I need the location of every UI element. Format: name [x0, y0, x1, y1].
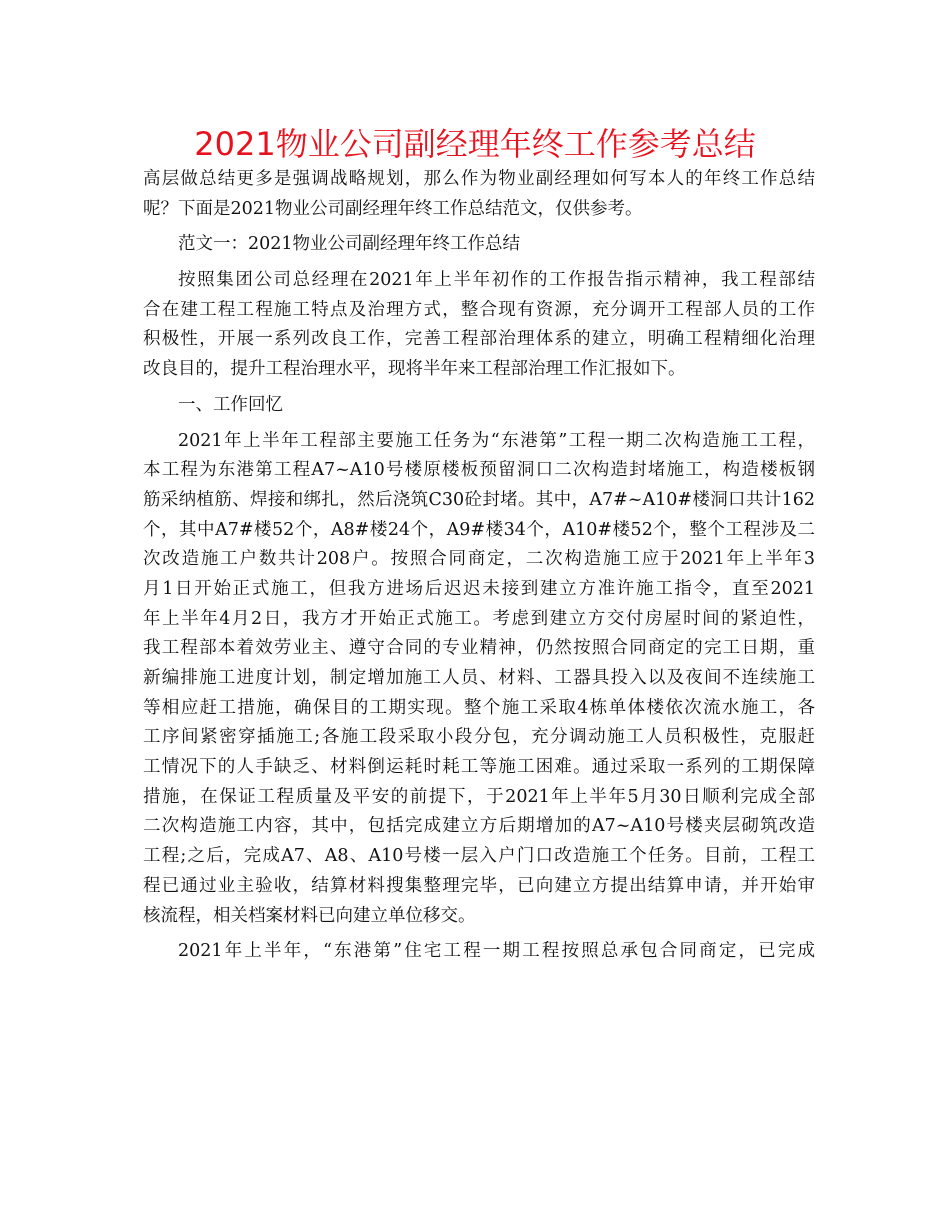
- paragraph-line: 程已通过业主验收，结算材料搜集整理完毕，已向建立方提出结算申请，并开始审: [143, 875, 815, 896]
- paragraph-line: 我工程部本着效劳业主、遵守合同的专业精神，仍然按照合同商定的完工日期，重: [143, 638, 815, 659]
- paragraph-line: 改良目的，提升工程治理水平，现将半年来工程部治理工作汇报如下。: [143, 359, 686, 380]
- paragraph-line: 工程;之后，完成A7、A8、A10号楼一层入户门口改造施工个任务。目前，工程工: [143, 846, 815, 867]
- paragraph-line: 工序间紧密穿插施工;各施工段采取小段分包，充分调动施工人员积极性，克服赶: [143, 727, 815, 748]
- document-body: [143, 165, 815, 967]
- paragraph-line: 2021年上半年，“东港第”住宅工程一期工程按照总承包合同商定，已完成: [178, 941, 815, 962]
- section-heading: 一、工作回忆: [178, 394, 283, 415]
- paragraph-line: 月1日开始正式施工，但我方进场后迟迟未接到建立方准许施工指令，直至2021: [143, 578, 815, 599]
- paragraph-line: 年上半年4月2日，我方才开始正式施工。考虑到建立方交付房屋时间的紧迫性，: [143, 608, 815, 629]
- paragraph-line: 按照集团公司总经理在2021年上半年初作的工作报告指示精神，我工程部结: [178, 270, 815, 291]
- paragraph-line: 措施，在保证工程质量及平安的前提下，于2021年上半年5月30日顺利完成全部: [143, 786, 815, 807]
- section-heading: 范文一：2021物业公司副经理年终工作总结: [178, 234, 521, 255]
- paragraph-line: 次改造施工户数共计208户。按照合同商定，二次构造施工应于2021年上半年3: [143, 549, 815, 570]
- paragraph-line: 积极性，开展一系列改良工作，完善工程部治理体系的建立，明确工程精细化治理: [143, 329, 815, 350]
- paragraph-line: 等相应赶工措施，确保目的工期实现。整个施工采取4栋单体楼依次流水施工，各: [143, 697, 815, 718]
- paragraph-line: 呢？下面是2021物业公司副经理年终工作总结范文，仅供参考。: [143, 198, 643, 219]
- paragraph-line: 高层做总结更多是强调战略规划，那么作为物业副经理如何写本人的年终工作总结: [143, 169, 815, 189]
- paragraph-line: 本工程为东港第工程A7~A10号楼原楼板预留洞口二次构造封堵施工，构造楼板钢: [143, 460, 815, 481]
- paragraph-line: 筋采纳植筋、焊接和绑扎，然后浇筑C30砼封堵。其中，A7#~A10#楼洞口共计162: [143, 489, 815, 510]
- paragraph-line: 2021年上半年工程部主要施工任务为“东港第”工程一期二次构造施工工程，: [178, 430, 815, 451]
- document-title: 2021物业公司副经理年终工作参考总结: [194, 125, 756, 163]
- paragraph-line: 二次构造施工内容，其中，包括完成建立方后期增加的A7~A10号楼夹层砌筑改造: [143, 816, 815, 837]
- paragraph-line: 核流程，相关档案材料已向建立单位移交。: [143, 905, 476, 926]
- paragraph-line: 合在建工程工程施工特点及治理方式，整合现有资源，充分调开工程部人员的工作: [143, 299, 815, 320]
- paragraph-line: 个，其中A7#楼52个，A8#楼24个，A9#楼34个，A10#楼52个，整个工程涉及二: [143, 519, 815, 540]
- paragraph-line: 新编排施工进度计划，制定增加施工人员、材料、工器具投入以及夜间不连续施工: [143, 668, 815, 688]
- paragraph-line: 工情况下的人手缺乏、材料倒运耗时耗工等施工困难。通过采取一系列的工期保障: [143, 757, 815, 778]
